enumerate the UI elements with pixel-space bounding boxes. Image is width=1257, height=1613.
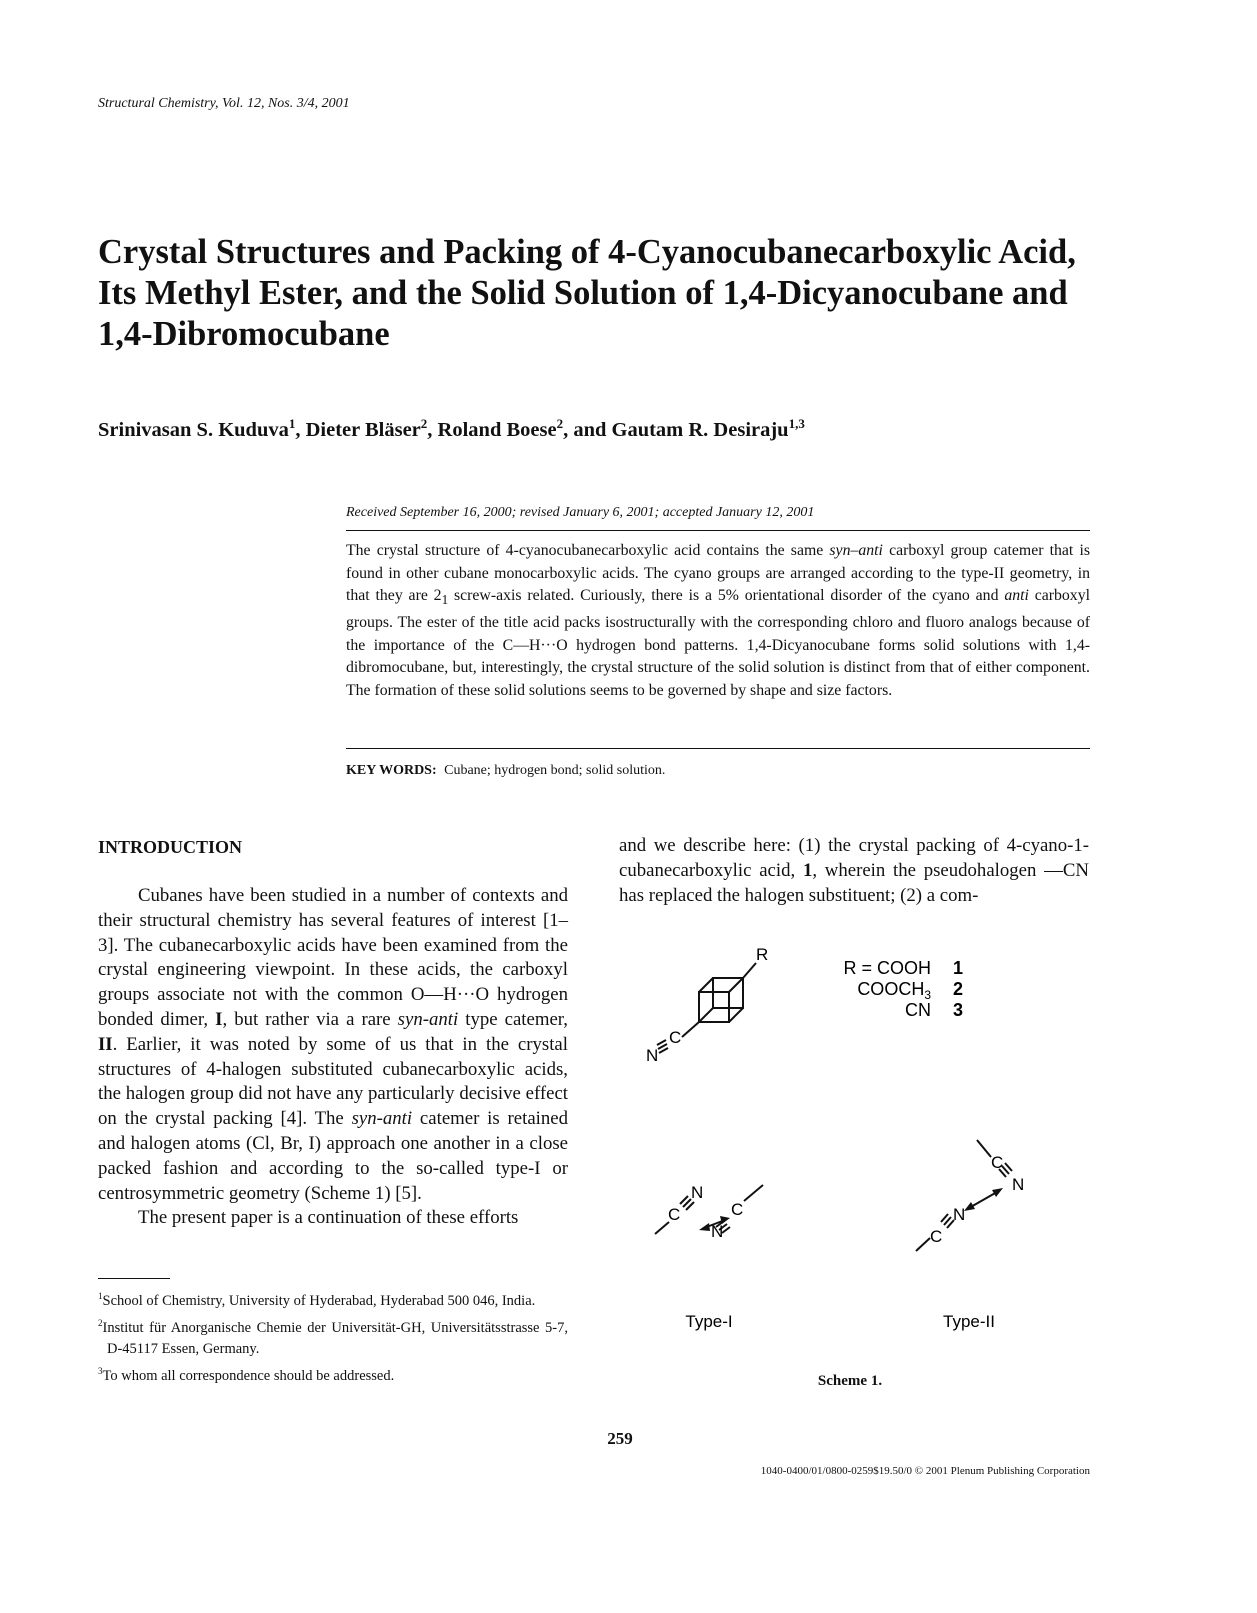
section-heading: INTRODUCTION bbox=[98, 837, 243, 857]
r-cn-label: CN bbox=[905, 1000, 931, 1020]
abstract: The crystal structure of 4-cyanocubanecarboxylic acid contains the same syn–anti carboxyl group catemer that is found in other cubane monocarboxylic acids. The cyano groups are arranged according to the type-II geometry, in that they are $2_1$ screw-axis related. Curiously, there is a 5% orientational disorder of the cyano and anti carboxyl groups. The ester of the title acid packs isostructurally with the corresponding chloro and fluoro analogs because of the importance of the C—H···O hydrogen bond patterns. 1,4-Dicyanocubane forms solid solutions with 1,4-dibromocubane, but, interestingly, the crystal structure of the solid solution is distinct from that of either component. The formation of these solid solutions seems to be governed by shape and size factors. bbox=[346, 542, 1090, 699]
keywords-label: KEY WORDS: bbox=[346, 763, 437, 778]
affiliation-mark: 1,3 bbox=[788, 416, 805, 431]
affiliation-mark: 1 bbox=[288, 416, 296, 431]
type-i-carbon-label: C bbox=[668, 1205, 681, 1224]
compound-number-2: 2 bbox=[953, 979, 964, 999]
footnote: $^3$To whom all correspondence should be addressed. bbox=[98, 1366, 395, 1384]
type-ii-nitrogen-label: N bbox=[1012, 1175, 1025, 1194]
keywords bbox=[346, 763, 665, 779]
received-dates: Received September 16, 2000; revised January 6, 2001; accepted January 12, 2001 bbox=[346, 505, 815, 520]
copyright-line: 1040-0400/01/0800-0259$19.50/0 © 2001 Plenum Publishing Corporation bbox=[760, 1465, 1090, 1477]
type-i-carbon-label: C bbox=[731, 1200, 744, 1219]
compound-number-3: 3 bbox=[953, 1000, 964, 1020]
footnote-rule bbox=[98, 1278, 170, 1279]
type-ii-label: Type-II bbox=[943, 1312, 995, 1331]
type-ii-nitrogen-label: N bbox=[953, 1205, 966, 1224]
author-name: Dieter Bläser bbox=[305, 418, 421, 441]
footnotes bbox=[98, 1286, 568, 1388]
r-substituent-label: R bbox=[756, 945, 769, 964]
type-i-nitrogen-label: N bbox=[711, 1222, 724, 1241]
author-name: Srinivasan S. Kuduva bbox=[98, 418, 289, 441]
affiliation-mark: 2 bbox=[556, 416, 564, 431]
type-i-nitrogen-label: N bbox=[691, 1183, 704, 1202]
intro-paragraph: and we describe here: (1) the crystal packing of 4-cyano-1-cubanecarboxylic acid, 1, wherein the pseudohalogen —CN has replaced the halogen substituent; (2) a com- bbox=[619, 835, 1089, 906]
r-cooh-label: R = COOH bbox=[843, 958, 931, 978]
cyano-carbon-label: C bbox=[669, 1028, 682, 1047]
intro-paragraph: Cubanes have been studied in a number of contexts and their structural chemistry has several features of interest [1–3]. The cubanecarboxylic acids have been examined from the crystal engineering viewpoint. In these acids, the carboxyl groups associate not with the common O—H···O hydrogen bonded dimer, I, but rather via a rare syn-anti type catemer, II. Earlier, it was noted by some of us that in the crystal structures of 4-halogen substituted cubanecarboxylic acids, the halogen group did not have any particularly decisive effect on the crystal packing [4]. The syn-anti catemer is retained and halogen atoms (Cl, Br, I) approach one another in a close packed fashion and according to the so-called type-I or centrosymmetric geometry (Scheme 1) [5]. bbox=[98, 885, 568, 1204]
type-ii-carbon-label: C bbox=[991, 1153, 1004, 1172]
abstract-top-rule bbox=[346, 530, 1090, 531]
cyano-nitrogen-label: N bbox=[646, 1046, 659, 1065]
footnote: $^1$School of Chemistry, University of Hyderabad, Hyderabad 500 046, India. bbox=[98, 1291, 536, 1309]
journal-header: Structural Chemistry, Vol. 12, Nos. 3/4, 2001 bbox=[98, 96, 350, 111]
page-number: 259 bbox=[607, 1429, 633, 1448]
affiliation-mark: 2 bbox=[420, 416, 428, 431]
author-name: and Gautam R. Desiraju bbox=[573, 418, 789, 441]
intro-paragraph: The present paper is a continuation of these efforts bbox=[138, 1207, 519, 1229]
intro-right-column bbox=[619, 834, 1089, 908]
footnote: $^2$Institut für Anorganische Chemie der Universität-GH, Universitätsstrasse 5-7, D-45117 Essen, Germany. bbox=[98, 1318, 568, 1357]
compound-number-1: 1 bbox=[953, 958, 964, 978]
article-title: Crystal Structures and Packing of 4-Cyanocubanecarboxylic Acid, Its Methyl Ester, and the Solid Solution of 1,4-Dicyanocubane and 1,4-Dibromocubane bbox=[98, 233, 1076, 353]
author-name: Roland Boese bbox=[437, 418, 557, 441]
scheme-1-figure bbox=[619, 945, 1089, 1355]
r-cooch3-label: $COOCH_3$ bbox=[857, 979, 931, 1002]
intro-left-column bbox=[98, 884, 568, 1231]
type-ii-carbon-label: C bbox=[930, 1227, 943, 1246]
keywords-text: Cubane; hydrogen bond; solid solution. bbox=[444, 763, 666, 778]
author-list: Srinivasan S. Kuduva$^1$, Dieter Bläser$^2$, Roland Boese$^2$, and Gautam R. Desiraju$^{1,3}$ bbox=[98, 416, 805, 441]
scheme-caption: Scheme 1. bbox=[817, 1373, 883, 1389]
abstract-bottom-rule bbox=[346, 748, 1090, 749]
type-i-label: Type-I bbox=[685, 1312, 733, 1331]
